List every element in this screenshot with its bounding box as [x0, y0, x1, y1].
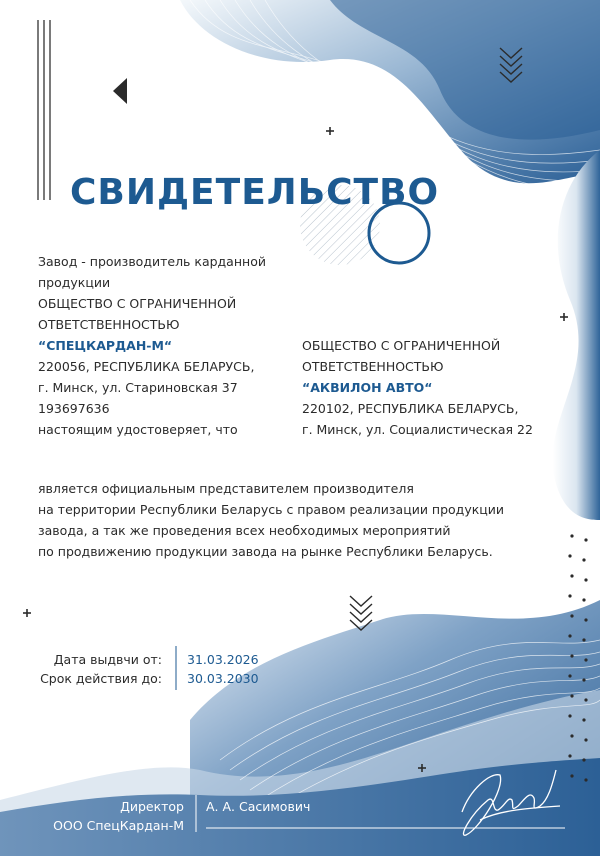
signatory-position-line1: Директор	[120, 799, 184, 814]
recipient-name: “АКВИЛОН АВТО“	[302, 380, 433, 395]
issuer-org-type-line1: ОБЩЕСТВО С ОГРАНИЧЕННОЙ	[38, 296, 237, 311]
body-line1: является официальным представителем производителя	[38, 481, 414, 496]
valid-until-label: Срок действия до:	[40, 671, 162, 686]
recipient-address-line1: 220102, РЕСПУБЛИКА БЕЛАРУСЬ,	[302, 401, 519, 416]
issuer-intro-line1: Завод - производитель карданной	[38, 254, 266, 269]
issuer-block	[38, 251, 266, 440]
dates-labels	[40, 650, 162, 688]
issuer-name: “СПЕЦКАРДАН-М“	[38, 338, 173, 353]
recipient-org-type-line2: ОТВЕТСТВЕННОСТЬЮ	[302, 359, 444, 374]
body-line2: на территории Республики Беларусь с правом реализации продукции	[38, 502, 505, 517]
valid-until-value: 30.03.2030	[187, 671, 259, 686]
dates-values	[187, 650, 259, 688]
signatory-position	[53, 797, 184, 835]
certificate-title: СВИДЕТЕЛЬСТВО	[70, 172, 440, 213]
body-line4: по продвижению продукции завода на рынке Республики Беларусь.	[38, 544, 493, 559]
issuer-address-line2: г. Минск, ул. Стариновская 37	[38, 380, 238, 395]
issuer-certifies: настоящим удостоверяет, что	[38, 422, 238, 437]
issuer-org-type-line2: ОТВЕТСТВЕННОСТЬЮ	[38, 317, 180, 332]
signatory-name: А. А. Сасимович	[206, 799, 311, 814]
body-line3: завода, а так же проведения всех необходимых мероприятий	[38, 523, 451, 538]
recipient-block	[302, 335, 533, 440]
issue-date-value: 31.03.2026	[187, 652, 259, 667]
issuer-address-line1: 220056, РЕСПУБЛИКА БЕЛАРУСЬ,	[38, 359, 255, 374]
issue-date-label: Дата выдвчи от:	[53, 652, 162, 667]
signatory-position-line2: ООО СпецКардан-М	[53, 818, 184, 833]
recipient-address-line2: г. Минск, ул. Социалистическая 22	[302, 422, 533, 437]
dot-pattern	[560, 530, 600, 790]
issuer-intro-line2: продукции	[38, 275, 111, 290]
issuer-unp: 193697636	[38, 401, 110, 416]
certificate-body	[38, 478, 504, 562]
recipient-org-type-line1: ОБЩЕСТВО С ОГРАНИЧЕННОЙ	[302, 338, 501, 353]
